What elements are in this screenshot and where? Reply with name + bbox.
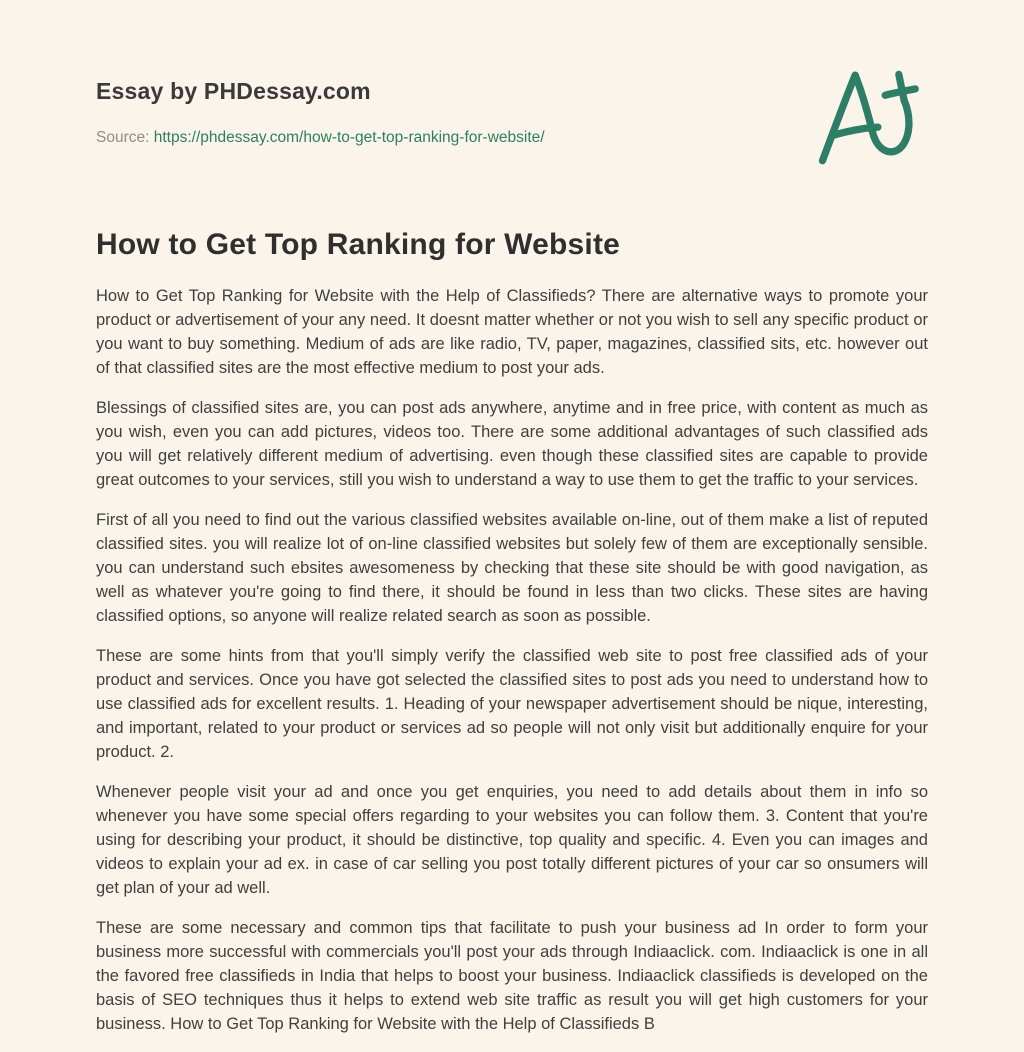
- a-plus-logo-icon: [806, 68, 928, 168]
- source-label: Source:: [96, 129, 150, 146]
- essay-body: [96, 284, 928, 1036]
- brand-title: Essay by PHDessay.com: [96, 78, 371, 104]
- essay-paragraph: These are some hints from that you'll simply verify the classified web site to post free classified ads of your product and services. Once you have got selected the classified sites to post ads you need to understand how to use classified ads for excellent results. 1. Heading of your newspaper advertisement should be nique, interesting, and important, related to your product or services ad so people will not only visit but additionally enquire for your product. 2.: [96, 647, 928, 761]
- source-link[interactable]: https://phdessay.com/how-to-get-top-ranking-for-website/: [153, 129, 545, 146]
- page-header: [96, 64, 928, 168]
- essay-title: How to Get Top Ranking for Website: [96, 228, 621, 261]
- essay-paragraph: Blessings of classified sites are, you can post ads anywhere, anytime and in free price, with content as much as you wish, even you can add pictures, videos too. There are some additional advantages of such classified ads you will get relatively different medium of advertising. even though these classified sites are capable to provide great outcomes to your services, still you wish to understand a way to use them to get the traffic to your services.: [96, 399, 928, 489]
- essay-paragraph: Whenever people visit your ad and once you get enquiries, you need to add details about them in info so whenever you have some special offers regarding to your websites you can follow them. 3. Content that you're using for describing your product, it should be distinctive, top quality and specific. 4. Even you can images and videos to explain your ad ex. in case of car selling you post totally different pictures of your car so onsumers will get plan of your ad well.: [96, 783, 928, 897]
- essay-paragraph: How to Get Top Ranking for Website with the Help of Classifieds? There are alternative ways to promote your product or advertisement of your any need. It doesnt matter whether or not you wish to sell any specific product or you want to buy something. Medium of ads are like radio, TV, paper, magazines, classified sits, etc. however out of that classified sites are the most effective medium to post your ads.: [96, 287, 928, 377]
- essay-paragraph: These are some necessary and common tips that facilitate to push your business ad In order to form your business more successful with commercials you'll post your ads through Indiaaclick. com. Indiaaclick is one in all the favored free classifieds in India that helps to boost your business. Indiaaclick classifieds is developed on the basis of SEO techniques thus it helps to extend web site traffic as result you will get high customers for your business. How to Get Top Ranking for Website with the Help of Classifieds B: [96, 919, 928, 1033]
- essay-paragraph: First of all you need to find out the various classified websites available on-line, out of them make a list of reputed classified sites. you will realize lot of on-line classified websites but solely few of them are exceptionally sensible. you can understand such ebsites awesomeness by checking that these site should be with good navigation, as well as whatever you're going to find there, it should be found in less than two clicks. These sites are having classified options, so anyone will realize related search as soon as possible.: [96, 511, 928, 625]
- header-text-block: [96, 64, 545, 147]
- source-line: [96, 129, 545, 147]
